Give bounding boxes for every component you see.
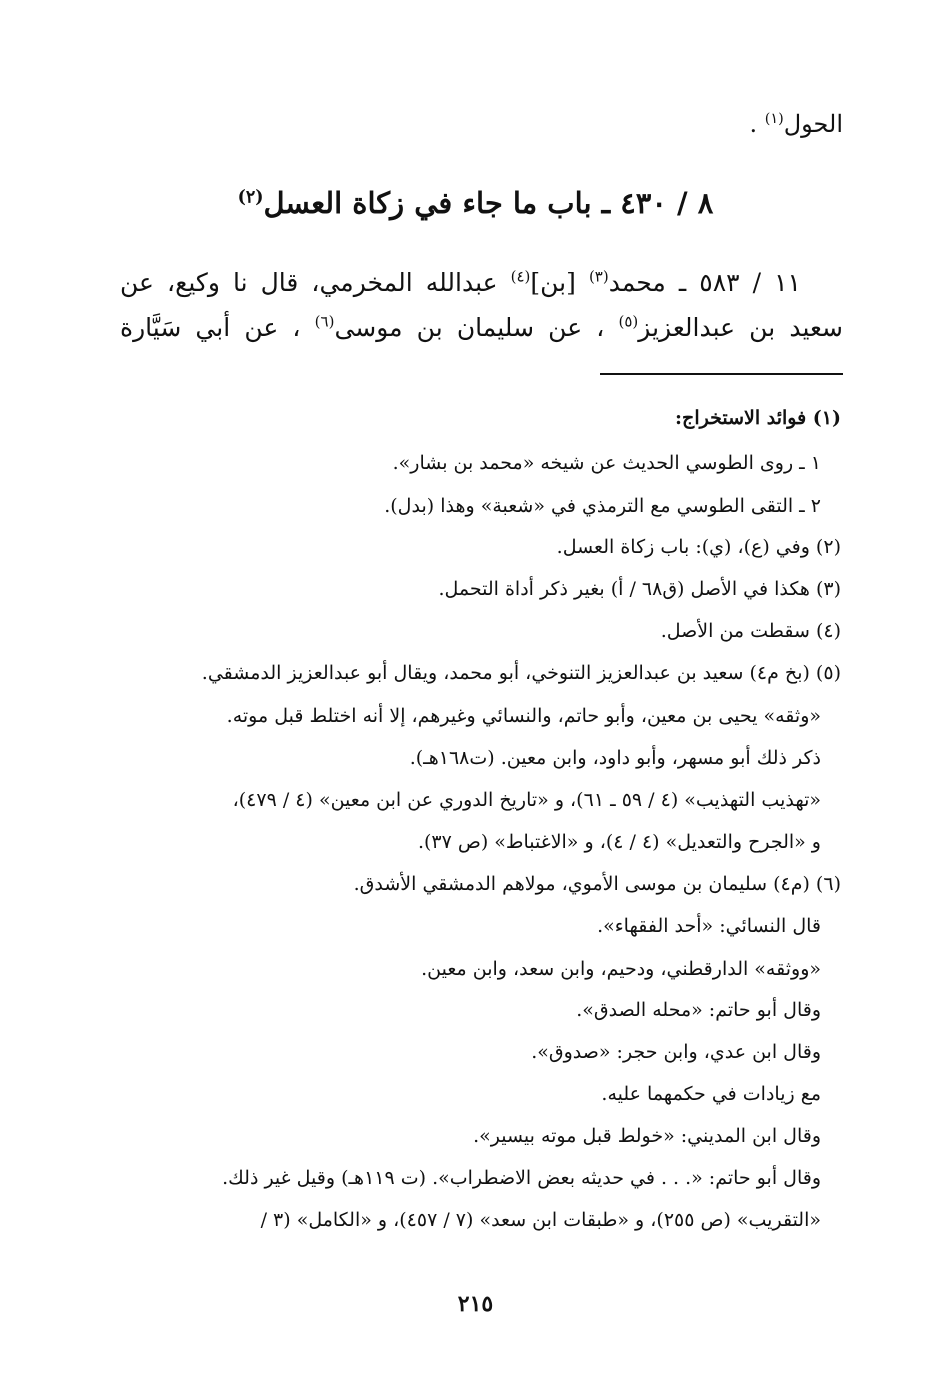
hadith-text: ، عن سليمان بن موسى bbox=[334, 313, 619, 342]
footnote-ref-3: (٣) bbox=[588, 267, 609, 286]
hadith-line-1 bbox=[120, 268, 801, 297]
hadith-text: [بن] bbox=[530, 268, 589, 297]
continuation-end: . bbox=[749, 110, 765, 138]
footnote-separator bbox=[600, 373, 843, 375]
continuation-line bbox=[749, 110, 843, 138]
footnote-ref-5: (٥) bbox=[618, 312, 639, 331]
footnote-ref-2: (٢) bbox=[237, 187, 264, 208]
footnote-line: قال النسائي: «أحد الفقهاء». bbox=[597, 915, 821, 937]
footnote-ref-6: (٦) bbox=[314, 312, 335, 331]
footnote-ref-4: (٤) bbox=[510, 267, 531, 286]
footnote-line: وقال أبو حاتم: «محله الصدق». bbox=[576, 999, 821, 1021]
footnote-line: وقال ابن عدي، وابن حجر: «صدوق». bbox=[531, 1041, 821, 1063]
footnote-line: مع زيادات في حكمهما عليه. bbox=[601, 1083, 821, 1105]
footnote-3: (٣) هكذا في الأصل (ق٦٨ / أ) بغير ذكر أداة التحمل. bbox=[438, 578, 841, 600]
footnote-line: وقال ابن المديني: «خولط قبل موته بيسير». bbox=[473, 1125, 821, 1147]
footnote-ref-1: (١) bbox=[764, 111, 784, 127]
hadith-line-2 bbox=[120, 313, 843, 342]
footnote-1: (١) فوائد الاستخراج: bbox=[675, 407, 841, 429]
footnote-2: (٢) وفي (ع)، (ي): باب زكاة العسل. bbox=[556, 536, 841, 558]
footnote-6: (٦) (م٤) سليمان بن موسى الأموي، مولاهم الدمشقي الأشدق. bbox=[353, 873, 841, 895]
footnote-line: ذكر ذلك أبو مسهر، وأبو داود، وابن معين. (ت١٦٨هـ). bbox=[409, 747, 821, 769]
hadith-text: ، عن أبي سَيَّارة bbox=[120, 313, 315, 342]
footnote-line: ٢ ـ التقى الطوسي مع الترمذي في «شعبة» وهذا (بدل). bbox=[384, 495, 821, 517]
footnote-line: و «الجرح والتعديل» (٤ / ٤)، و «الاغتباط» (ص ٣٧). bbox=[417, 831, 821, 853]
footnote-line: «ووثقه» الدارقطني، ودحيم، وابن سعد، وابن معين. bbox=[421, 958, 821, 980]
page-number: ٢١٥ bbox=[457, 1291, 494, 1317]
footnote-5: (٥) (بخ م٤) سعيد بن عبدالعزيز التنوخي، أبو محمد، ويقال أبو عبدالعزيز الدمشقي. bbox=[201, 662, 841, 684]
hadith-text: سعيد بن عبدالعزيز bbox=[638, 313, 844, 342]
hadith-text: عبدالله المخرمي، قال نا وكيع، عن bbox=[120, 268, 511, 297]
chapter-heading-text: ٨ / ٤٣٠ ـ باب ما جاء في زكاة العسل bbox=[263, 186, 714, 220]
footnote-line: «وثقه» يحيى بن معين، وأبو حاتم، والنسائي وغيرهم، إلا أنه اختلط قبل موته. bbox=[226, 705, 821, 727]
footnote-4: (٤) سقطت من الأصل. bbox=[660, 620, 841, 642]
continuation-text: الحول bbox=[783, 110, 843, 138]
footnote-line: «تهذيب التهذيب» (٤ / ٥٩ ـ ٦١)، و «تاريخ الدوري عن ابن معين» (٤ / ٤٧٩)، bbox=[232, 789, 821, 811]
footnote-line: وقال أبو حاتم: «. . . في حديثه بعض الاضطراب». (ت ١١٩هـ) وقيل غير ذلك. bbox=[222, 1167, 821, 1189]
hadith-text: ١١ / ٥٨٣ ـ محمد bbox=[608, 268, 801, 297]
footnote-line: ١ ـ روى الطوسي الحديث عن شيخه «محمد بن بشار». bbox=[392, 452, 821, 474]
chapter-heading bbox=[0, 186, 951, 220]
footnote-line: «التقريب» (ص ٢٥٥)، و «طبقات ابن سعد» (٧ / ٤٥٧)، و «الكامل» (٣ / bbox=[260, 1209, 821, 1231]
